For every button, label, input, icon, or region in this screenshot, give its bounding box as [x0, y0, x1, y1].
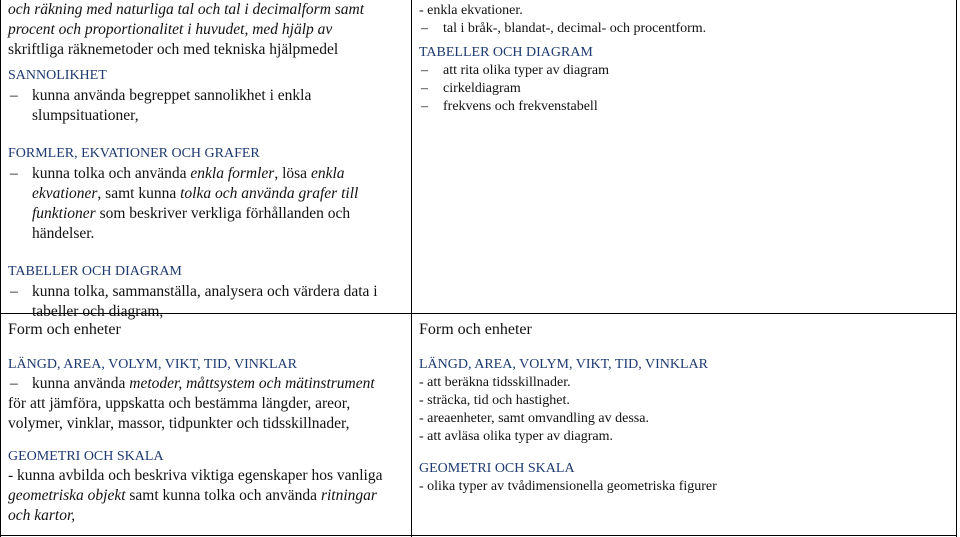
intro-line-3: skriftliga räknemetoder och med tekniska hjälpmedel [8, 41, 339, 58]
tabeller-heading-left: TABELLER OCH DIAGRAM [8, 264, 182, 279]
cell-top-right [419, 2, 949, 116]
langd-heading-left: LÄNGD, AREA, VOLYM, VIKT, TID, VINKLAR [8, 357, 297, 372]
dash-bullet: – [421, 81, 428, 96]
formler-line-2: ekvationer, samt kunna tolka och använda grafer till [32, 185, 359, 202]
dash-bullet: – [10, 87, 18, 104]
tabeller-heading-right: TABELLER OCH DIAGRAM [419, 45, 593, 60]
form-och-enheter-title-left: Form och enheter [8, 321, 121, 338]
tabeller-item-1: – att rita olika typer av diagram [421, 63, 609, 78]
tabeller-line-2: tabeller och diagram, [32, 303, 164, 320]
dash-bullet: – [10, 165, 18, 182]
langd-item-3: - areaenheter, samt omvandling av dessa. [419, 411, 649, 426]
form-och-enheter-title-right: Form och enheter [419, 321, 532, 338]
langd-item-2: - sträcka, tid och hastighet. [419, 393, 570, 408]
sannolikhet-item: – kunna använda begreppet sannolikhet i enkla [10, 87, 312, 104]
intro-line-1: och räkning med naturliga tal och tal i decimalform samt [8, 1, 365, 18]
dash-bullet: – [421, 63, 428, 78]
dash-bullet: – [421, 99, 428, 114]
table-border-bottom [0, 535, 957, 536]
tabeller-line-1: – kunna tolka, sammanställa, analysera och värdera data i [10, 283, 378, 300]
langd-line-3: volymer, vinklar, massor, tidpunkter och tidsskillnader, [8, 415, 350, 432]
tabeller-item-3: – frekvens och frekvenstabell [421, 99, 598, 114]
table-border-left [0, 0, 1, 537]
enkla-ekvationer-line: - enkla ekvationer. [419, 3, 523, 18]
formler-line-4: händelser. [32, 225, 95, 242]
geometri-line-1: - kunna avbilda och beskriva viktiga egenskaper hos vanliga [8, 467, 383, 484]
cell-top-left [8, 0, 406, 322]
sannolikhet-heading: SANNOLIKHET [8, 68, 107, 83]
tal-line: – tal i bråk-, blandat-, decimal- och procentform. [421, 21, 707, 36]
langd-heading-right: LÄNGD, AREA, VOLYM, VIKT, TID, VINKLAR [419, 357, 708, 372]
dash-bullet: – [10, 283, 18, 300]
cell-bottom-right [419, 320, 949, 496]
formler-heading: FORMLER, EKVATIONER OCH GRAFER [8, 146, 260, 161]
sannolikhet-item-cont: slumpsituationer, [32, 107, 139, 124]
formler-line-3: funktioner som beskriver verkliga förhållanden och [32, 205, 351, 222]
dash-bullet: – [421, 21, 428, 36]
cell-bottom-left [8, 320, 406, 526]
table-border-right [956, 0, 957, 537]
langd-line-2: för att jämföra, uppskatta och bestämma längder, areor, [8, 395, 351, 412]
intro-line-2: procent och proportionalitet i huvudet, med hjälp av [8, 21, 333, 38]
langd-item-1: - att beräkna tidsskillnader. [419, 375, 571, 390]
dash-bullet: – [10, 375, 18, 392]
langd-item-4: - att avläsa olika typer av diagram. [419, 429, 613, 444]
tabeller-item-2: – cirkeldiagram [421, 81, 521, 96]
geometri-line-3: och kartor, [8, 507, 76, 524]
langd-line-1: – kunna använda metoder, måttsystem och mätinstrument [10, 375, 375, 392]
table-column-divider [411, 0, 412, 537]
geometri-line-2: geometriska objekt samt kunna tolka och använda ritningar [8, 487, 377, 504]
geometri-heading-left: GEOMETRI OCH SKALA [8, 449, 164, 464]
geometri-item-1: - olika typer av tvådimensionella geometriska figurer [419, 479, 717, 494]
formler-line-1: – kunna tolka och använda enkla formler, lösa enkla [10, 165, 345, 182]
geometri-heading-right: GEOMETRI OCH SKALA [419, 461, 575, 476]
